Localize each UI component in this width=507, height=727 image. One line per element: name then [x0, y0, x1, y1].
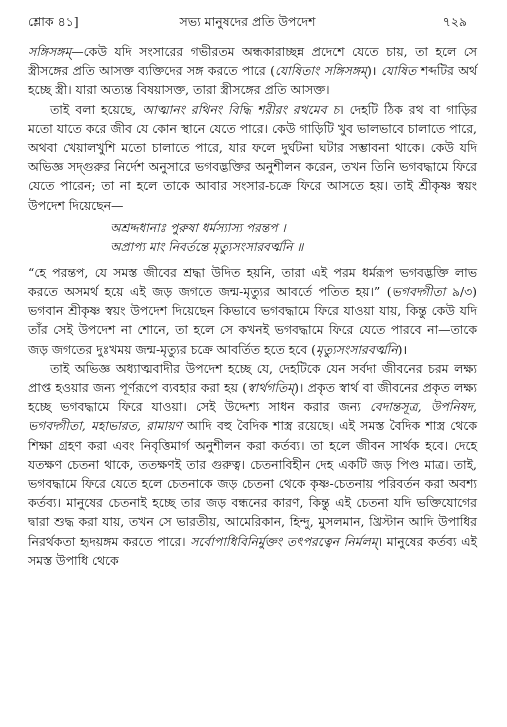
- text-span: )। প্রকৃত স্বার্থ বা জীবনের প্রকৃত লক্ষ্য হচ্ছে ভগবদ্ধামে ফিরে যাওয়া। সেই উদ্দেশ্য সাধন করার জন্য: [28, 380, 477, 415]
- paragraph-2: [28, 100, 477, 215]
- term-svartha: স্বার্থগতিম্‌: [247, 380, 295, 396]
- text-span: তাই বলা হয়েছে,: [50, 101, 143, 117]
- quote-sarvopadhi: সর্বোপাধিবিনির্মুক্তং তৎপরত্বেন নির্মলম্‌: [190, 533, 378, 549]
- text-span: ৯/৩) ভগবান শ্রীকৃষ্ণ স্বয়ং উপদেশ দিয়েছেন কিভাবে ভগবদ্ধামে ফিরে যাওয়া যায়, কিন্তু কেউ যদি তাঁর সেই উপদেশ না শোনে, তা হলে সে কখনই ভগবদ্ধামে ফিরে যেতে পারবে না—তাকে জড় জগতের দুঃখময় জন্ম-মৃত্যুর চক্রে আবর্তিত হতে হবে (: [28, 284, 478, 357]
- verse-line-1: অশ্রদ্দধানাঃ পুরুষা ধর্মস্যাস্য পরন্তপ ।: [110, 220, 286, 235]
- text-span: —কেউ যদি সংসারের গভীরতম অন্ধকারাচ্ছন্ন প্রদেশে যেতে চায়, তা হলে সে স্ত্রীসঙ্গের প্রতি আসক্ত ব্যক্তিদের সঙ্গ করতে পারে (: [28, 44, 477, 79]
- text-span: তাই অভিজ্ঞ অধ্যাত্মবাদীর উপদেশ হচ্ছে যে, দেহটিকে যেন সর্বদা জীবনের চরম লক্ষ্য প্রাপ্ত হওয়ার জন্য পূর্ণরূপে ব্যবহার করা হয় (: [28, 360, 477, 396]
- sanskrit-verse: [28, 219, 477, 257]
- page-body: [28, 42, 477, 570]
- chapter-title: সভ্য মানুষদের প্রতি উপদেশ: [179, 14, 316, 29]
- text-span: )।: [397, 341, 408, 357]
- verse-reference: শ্লোক ৪১]: [28, 14, 79, 29]
- text-span: । দেহটি ঠিক রথ বা গাড়ির মতো যাতে করে জীব যে কোন স্থানে যেতে পারে। কেউ গাড়িটি খুব ভালভাবে চালাতে পারে, অথবা খেয়ালখুশি মতো চালাতে পারে, যার ফলে দুর্ঘটনা ঘটার সম্ভাবনা থাকে। কেউ যদি অভিজ্ঞ সদ্গুরুর নির্দেশ অনুসারে ভগবদ্ভক্তির অনুশীলন করেন, তখন তিনি ভগবদ্ধামে ফিরে যেতে পারেন; তা না হলে তাকে আবার সংসার-চক্রে ফিরে আসতে হয়। তাই শ্রীকৃষ্ণ স্বয়ং উপদেশ দিয়েছেন—: [28, 101, 477, 213]
- scripture-list: বেদান্তসূত্র, উপনিষদ, ভগবদ্গীতা, মহাভারত, রামায়ণ: [28, 399, 477, 434]
- page-number: ৭২৯: [442, 14, 467, 29]
- term-yosit: যোষিত: [380, 63, 417, 79]
- text-span: আদি বহু বৈদিক শাস্ত্র রয়েছে। এই সমস্ত বৈদিক শাস্ত্র থেকে শিক্ষা গ্রহণ করা এবং নিবৃত্তিমার্গ অনুশীলন করা কর্তব্য। তা হলে জীবন সার্থক হবে। দেহে যতক্ষণ চেতনা থাকে, ততক্ষণই তার গুরুত্ব। চেতনাবিহীন দেহ একটি জড় পিণ্ড মাত্র। তাই, ভগবদ্ধামে ফিরে যেতে হলে চেতনাকে জড় চেতনা থেকে কৃষ্ণ-চেতনায় পরিবর্তন করা অবশ্য কর্তব্য। মানুষের চেতনাই হচ্ছে তার জড় বন্ধনের কারণ, কিন্তু এই চেতনা যদি ভক্তিযোগের দ্বারা শুদ্ধ করা যায়, তখন সে ভারতীয়, আমেরিকান, হিন্দু, মুসলমান, খ্রিস্টান আদি উপাধির নিরর্থকতা হৃদয়ঙ্গম করতে পারে।: [28, 418, 477, 549]
- text-span: । মানুষের কর্তব্য এই সমস্ত উপাধি থেকে: [28, 533, 477, 568]
- text-span: শব্দটির অর্থ হচ্ছে স্ত্রী। যারা অত্যন্ত বিষয়াসক্ত, তারা স্ত্রীসঙ্গের প্রতি আসক্ত।: [28, 63, 477, 98]
- term-sangisangam: সঙ্গিসঙ্গম্‌: [28, 44, 72, 59]
- text-span: “হে পরন্তপ, যে সমস্ত জীবের শ্রদ্ধা উদিত হয়নি, তারা এই পরম ধর্মরূপ ভগবদ্ভক্তি লাভ করতে অসমর্থ হয়ে এই জড় জগতে জন্ম-মৃত্যুর আবর্তে পতিত হয়।” (: [28, 264, 477, 300]
- text-span: )।: [366, 63, 381, 79]
- paragraph-1: [28, 42, 477, 100]
- paragraph-3: [28, 263, 477, 359]
- page-header: [28, 14, 467, 34]
- verse-line-2: অপ্রাপ্য মাং নিবর্তন্তে মৃত্যুসংসারবর্ত্মনি ॥: [110, 239, 304, 254]
- quote-atmanam: আত্মানং রথিনং বিদ্ধি শরীরং রথমেব চ: [142, 101, 340, 117]
- paragraph-4: [28, 359, 477, 570]
- term-mrtyu: মৃত্যুসংসারবর্ত্মনি: [315, 341, 398, 357]
- citation-bg: ভগবদ্গীতা: [391, 284, 446, 300]
- term-yositam: যোষিতাং সঙ্গিসঙ্গম্‌: [274, 63, 367, 79]
